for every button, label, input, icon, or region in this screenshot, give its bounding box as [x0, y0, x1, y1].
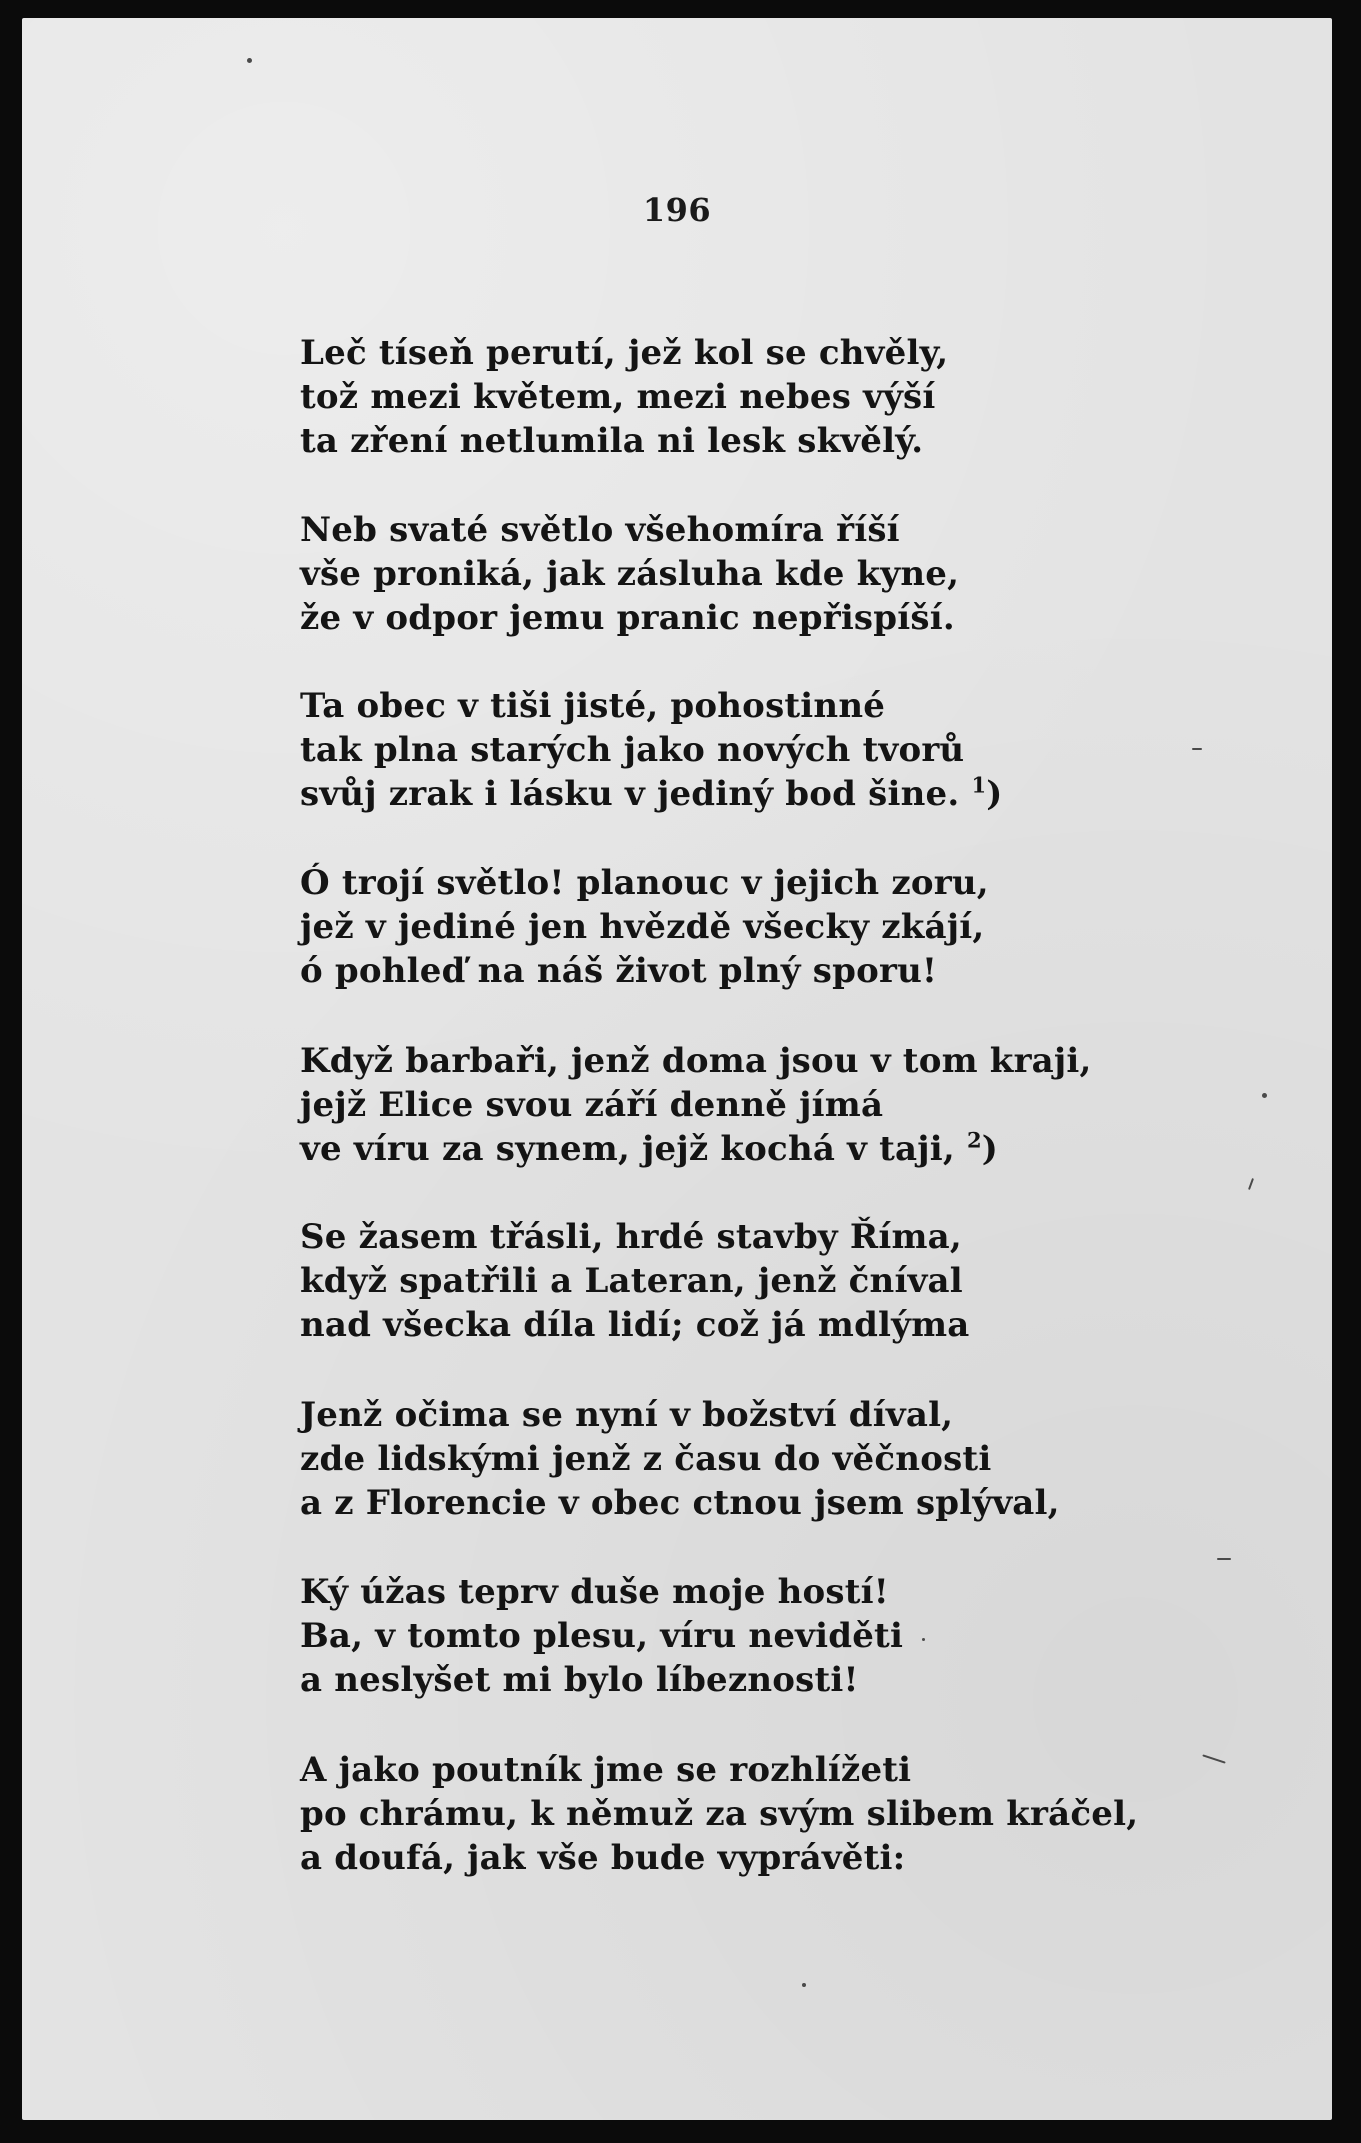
- verse-line: že v odpor jemu pranic nepřispíší.: [300, 598, 955, 638]
- scan-speck: [247, 58, 252, 63]
- verse-line: Když barbaři, jenž doma jsou v tom kraji,: [300, 1041, 1092, 1081]
- stanza-4: [300, 861, 1200, 993]
- verse-line: a z Florencie v obec ctnou jsem splýval,: [300, 1483, 1060, 1523]
- stanza-6: [300, 1215, 1200, 1347]
- verse-text: ve víru za synem, jejž kochá v taji,: [300, 1129, 955, 1169]
- footnote-paren: ): [981, 1129, 999, 1169]
- verse-line: Jenž očima se nyní v božství díval,: [300, 1395, 954, 1435]
- verse-line: ta zření netlumila ni lesk skvělý.: [300, 421, 924, 461]
- verse-line: tož mezi květem, mezi nebes výší: [300, 377, 936, 417]
- stanza-5: [300, 1039, 1200, 1171]
- verse-line: po chrámu, k němuž za svým slibem kráčel,: [300, 1794, 1139, 1834]
- verse-line: jež v jediné jen hvězdě všecky zkájí,: [300, 907, 985, 947]
- scan-speck: [1217, 1558, 1231, 1560]
- verse-line: Ó trojí světlo! planouc v jejich zoru,: [300, 863, 989, 903]
- verse-line: a neslyšet mi bylo líbeznosti!: [300, 1660, 859, 1700]
- footnote-paren: ): [986, 774, 1003, 814]
- verse-line: a doufá, jak vše bude vyprávěti:: [300, 1838, 906, 1878]
- verse-line: Ta obec v tiši jisté, pohostinné: [300, 686, 886, 726]
- verse-line: ó pohleď na náš život plný sporu!: [300, 951, 938, 991]
- verse-line-with-note: [300, 772, 1200, 816]
- stanza-2: [300, 508, 1200, 640]
- book-page: [22, 18, 1332, 2120]
- verse-line: jejž Elice svou září denně jímá: [300, 1085, 884, 1125]
- scan-speck: [1202, 1754, 1225, 1763]
- footnote-marker: 1: [971, 772, 987, 798]
- verse-line: nad všecka díla lidí; což já mdlýma: [300, 1305, 970, 1345]
- verse-line: A jako poutník jme se rozhlížeti: [300, 1750, 912, 1790]
- scan-speck: [1192, 748, 1202, 750]
- verse-line: tak plna starých jako nových tvorů: [300, 730, 965, 770]
- stanza-9: [300, 1748, 1200, 1880]
- scan-speck: [1262, 1093, 1267, 1098]
- verse-line: Neb svaté světlo všehomíra říší: [300, 510, 900, 550]
- stanza-7: [300, 1393, 1200, 1525]
- verse-line: když spatřili a Lateran, jenž čníval: [300, 1261, 963, 1301]
- verse-line-with-note: [300, 1127, 1200, 1171]
- verse-line: Leč tíseň perutí, jež kol se chvěly,: [300, 333, 949, 373]
- verse-line: Ký úžas teprv duše moje hostí!: [300, 1572, 889, 1612]
- stanza-8: [300, 1570, 1200, 1702]
- scan-speck: [922, 1638, 925, 1641]
- verse-line: Ba, v tomto plesu, víru neviděti: [300, 1616, 904, 1656]
- page-number: 196: [642, 191, 712, 229]
- footnote-marker: 2: [966, 1127, 982, 1153]
- stanza-1: [300, 331, 1200, 463]
- verse-line: zde lidskými jenž z času do věčnosti: [300, 1439, 992, 1479]
- verse-line: Se žasem třásli, hrdé stavby Říma,: [300, 1217, 962, 1257]
- stanza-3: [300, 684, 1200, 816]
- scan-speck: [1248, 1178, 1254, 1190]
- verse-line: vše proniká, jak zásluha kde kyne,: [300, 554, 960, 594]
- verse-text: svůj zrak i lásku v jediný bod šine.: [300, 774, 960, 814]
- scan-speck: [802, 1983, 806, 1987]
